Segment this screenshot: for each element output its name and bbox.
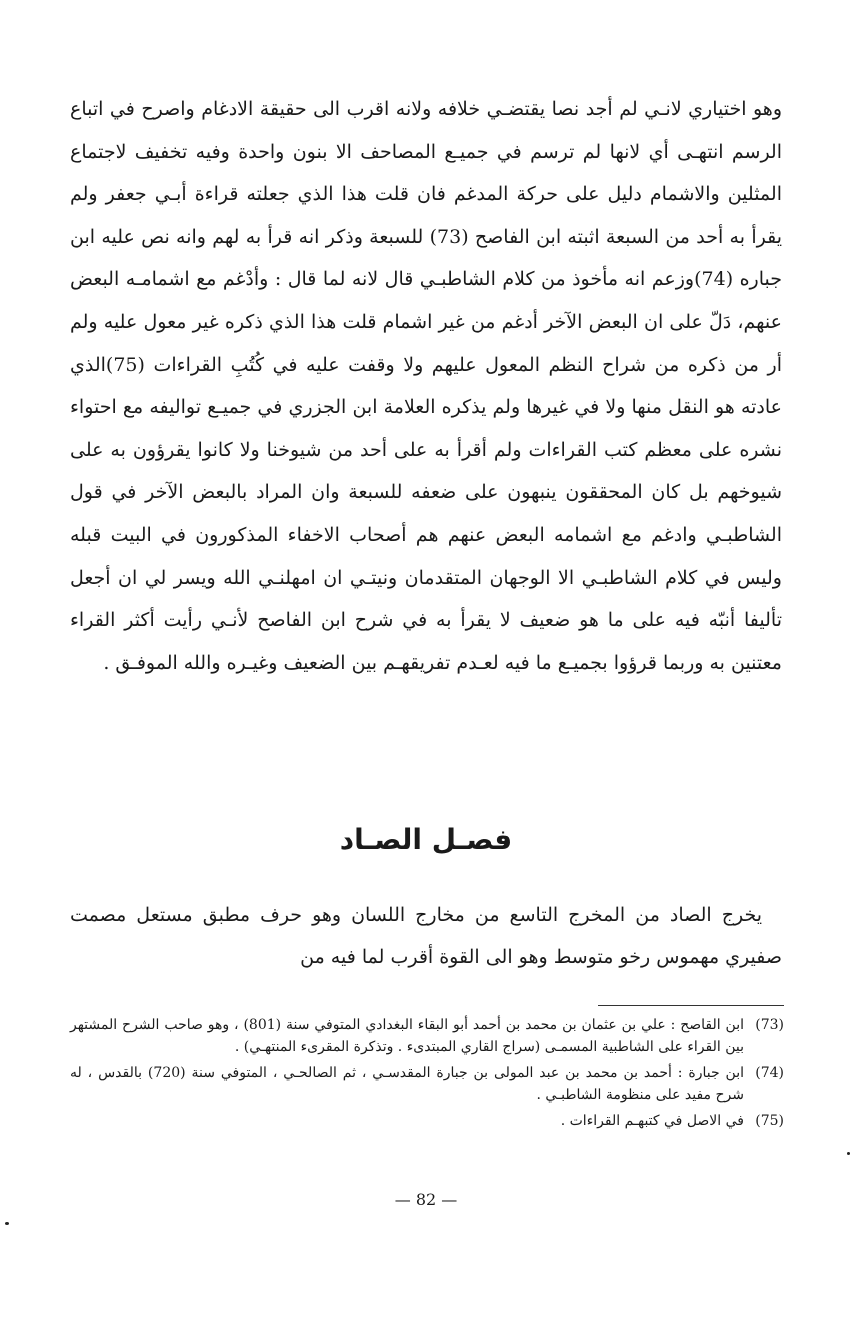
page-number: — 82 — (394, 1190, 458, 1209)
footnote (70, 1110, 784, 1132)
text-line: المتقدمان ونيتـي ان امهلنـي الله ويسر لي ان أجعل تأليفا أنبّه فيه على ما هو (70, 566, 783, 632)
text-line: البعض الآخر أدغم من غير اشمام قلت هذا الذي ذكره غير معول عليه ولم أر (70, 310, 782, 376)
text-line: من ذكره من شراح النظم المعول عليهم ولا وقفت عليه في كُتُبِ القراءات (75)الذي (70, 353, 759, 376)
footnote-text: ابن جبارة : أحمد بن محمد بن عبد المولى بن جبارة المقدسـي ، ثم الصالحـي ، المتوفي سنة (720) بالقدس ، له شرح مفيد على منظومة الشاطبـي . (70, 1065, 744, 1103)
scan-speck (5, 1222, 9, 1225)
text-line: يخرج الصاد من المخرج التاسع من مخارج اللسان وهو حرف مطبق (202, 904, 763, 926)
footnote-divider (598, 1005, 784, 1006)
text-line: ضعيف لا يقرأ به في شرح ابن الفاصح لأنـي رأيت أكثر القراء معتنين به وربما (70, 609, 782, 674)
text-line: هذا الذي جعلته قراءة أبـي جعفر ولم يقرأ به أحد من السبعة اثبته ابن الفاصح (73) (70, 183, 782, 248)
footnotes (70, 1014, 784, 1136)
footnote-text: في الاصل في كتبهـم القراءات . (560, 1113, 744, 1129)
text-line: للسبعة وذكر انه قرأ به لهم وانه نص عليه ابن جباره (74)وزعم انه مأخوذ من كلام (70, 225, 783, 291)
footnote-number: (75) (755, 1113, 784, 1129)
footnote-number: (74) (755, 1065, 784, 1081)
scan-speck (847, 1152, 850, 1155)
text-line: وهو اختياري لانـي لم أجد نصا يقتضـي خلافه ولانه اقرب الى حقيقة الادغام (201, 98, 783, 120)
text-line: واصرح في اتباع الرسم انتهـى أي لانها لم ترسم في جميـع المصاحف الا بنون (70, 98, 782, 163)
section-heading: فصـل الصـاد (339, 823, 513, 856)
text-line: مستعل مصمت صفيري مهموس رخو متوسط وهو الى القوة أقرب لما فيه من (70, 904, 782, 968)
text-line: ولا كانوا يقرؤون به على شيوخهم بل كان المحققون ينبهون على ضعفه للسبعة (70, 438, 783, 504)
footnote-text: ابن القاصح : علي بن عثمان بن محمد بن أحمد أبو البقاء البغدادي المتوفي سنة (801) ، وهو صاحب الشرح المشتهر بين القراء على الشاطبية المسمـى (سراج القاري المبتدىء . وتذكرة المقرىء المنتهـي) . (70, 1017, 744, 1055)
text-line: تواليفه مع احتواء نشره على معظم كتب القراءات ولم أقرأ به على أحد من شيوخنا (70, 396, 782, 461)
text-line: عادته هو النقل منها ولا في غيرها ولم يذكره العلامة ابن الجزري في جميـع (207, 396, 783, 419)
main-paragraph (70, 88, 782, 684)
section-paragraph (70, 894, 782, 978)
text-line: أصحاب الاخفاء المذكورون في البيت قبله وليس في كلام الشاطبـي الا الوجهان (70, 523, 782, 589)
text-line: وان المراد بالبعض الآخر في قول الشاطبـي وادغم مع اشمامه البعض عنهم هم (70, 481, 783, 546)
footnote (70, 1014, 784, 1058)
text-line: واحدة وفيه تخفيف لاجتماع المثلين والاشمام دليل على حركة المدغم فان قلت (70, 140, 782, 206)
text-line: الشاطبـي قال لانه لما قال : وأدْغم مع اشمامـه البعض عنهم، دَلّ على ان (70, 268, 783, 333)
footnote (70, 1062, 784, 1106)
text-line: قرؤوا بجميـع ما فيه لعـدم تفريقهـم بين الضعيف وغيـره والله الموفـق . (103, 651, 657, 674)
footnote-number: (73) (755, 1017, 784, 1033)
